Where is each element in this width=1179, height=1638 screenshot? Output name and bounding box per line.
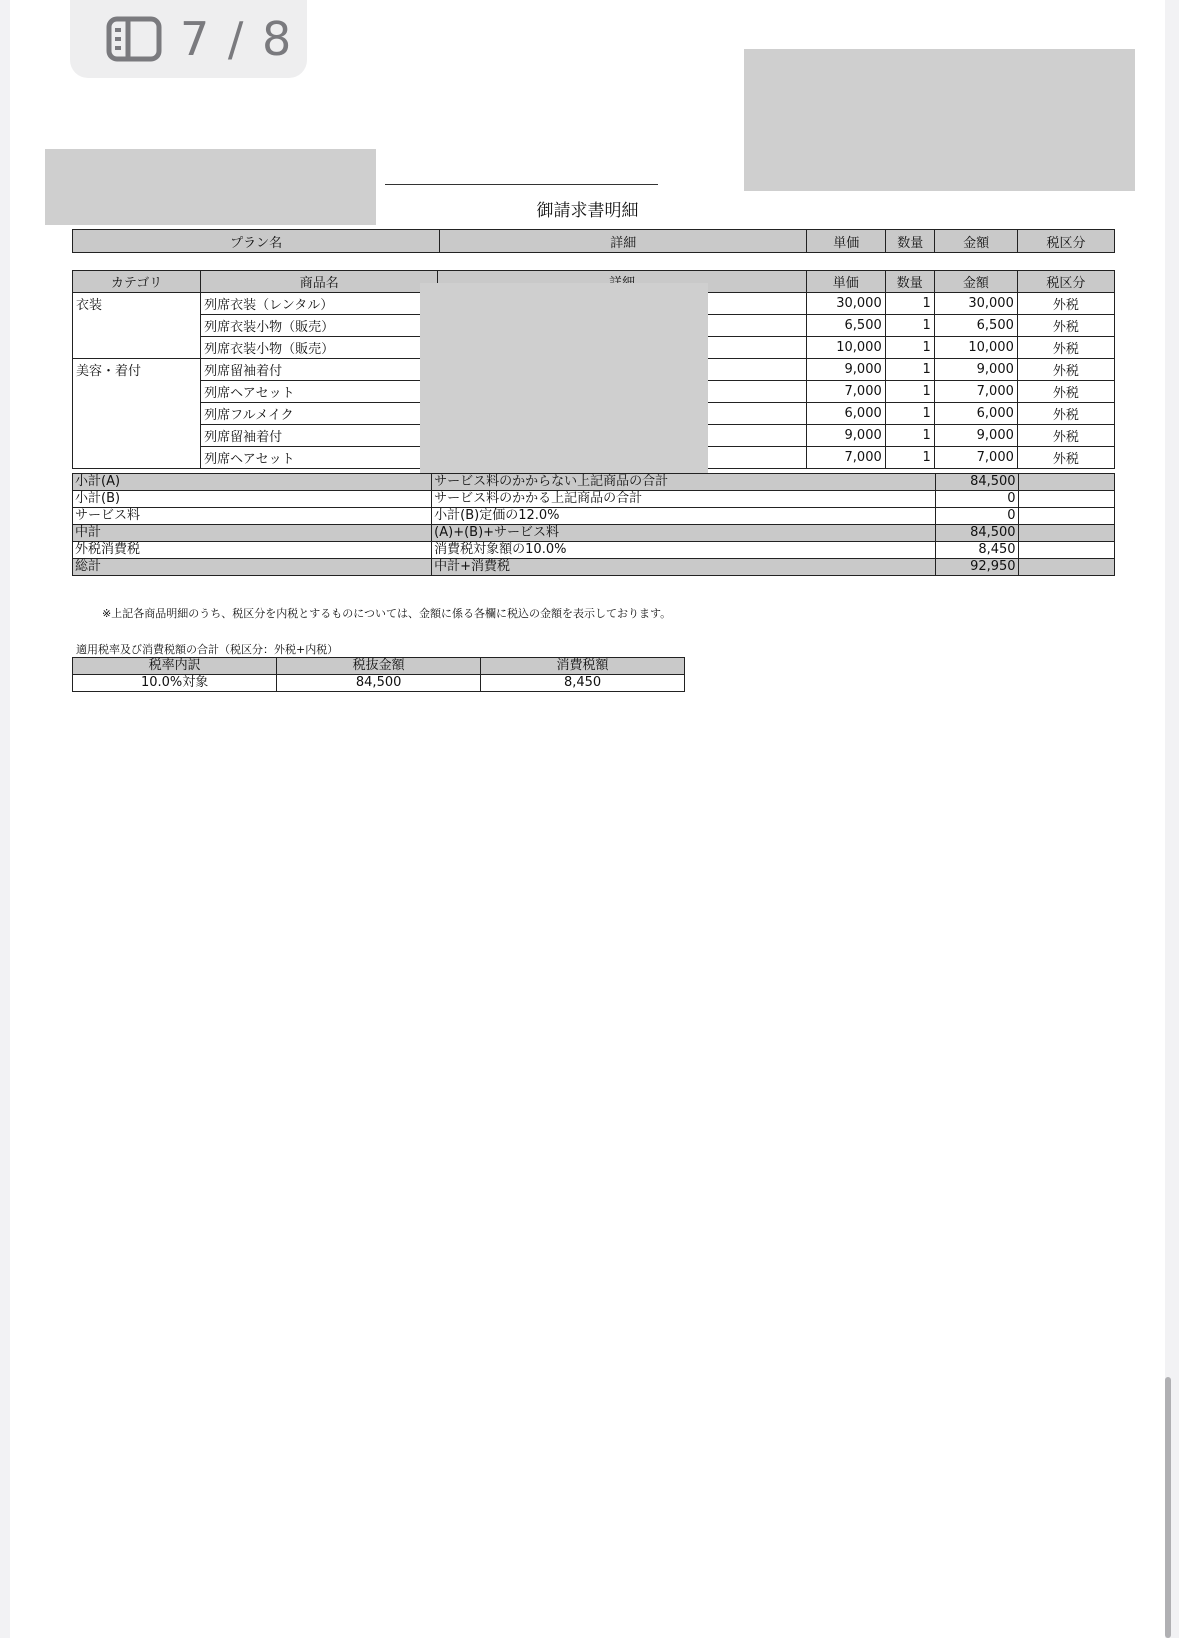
quantity-cell: 1: [885, 337, 934, 359]
tax-class-header: 税区分: [1017, 271, 1114, 293]
unit-price-cell: 7,000: [806, 381, 885, 403]
plan-unit-price-header: 単価: [807, 230, 886, 253]
amount-cell: 6,000: [934, 403, 1017, 425]
summary-amount: 0: [936, 491, 1018, 508]
panel-icon: [106, 16, 162, 62]
quantity-cell: 1: [885, 315, 934, 337]
plan-quantity-header: 数量: [886, 230, 935, 253]
unit-price-cell: 30,000: [806, 293, 885, 315]
quantity-header: 数量: [885, 271, 934, 293]
summary-label: サービス料: [73, 508, 432, 525]
tax-class-cell: 外税: [1017, 403, 1114, 425]
product-cell: 列席ヘアセット: [201, 447, 438, 469]
summary-amount: 8,450: [936, 542, 1018, 559]
tax-class-cell: 外税: [1017, 315, 1114, 337]
category-cell: 美容・着付: [73, 359, 201, 381]
unit-price-cell: 9,000: [806, 425, 885, 447]
redacted-address-block: [744, 49, 1135, 191]
category-cell: [73, 403, 201, 425]
unit-price-cell: 6,000: [806, 403, 885, 425]
summary-description: 小計(B)定価の12.0%: [432, 508, 936, 525]
summary-row: [73, 474, 1115, 491]
amount-cell: 9,000: [934, 425, 1017, 447]
tax-note: ※上記各商品明細のうち、税区分を内税とするものについては、金額に係る各欄に税込の金額を表示しております。: [102, 607, 672, 620]
product-cell: 列席留袖着付: [201, 425, 438, 447]
plan-tax-class-header: 税区分: [1018, 230, 1115, 253]
summary-label: 外税消費税: [73, 542, 432, 559]
category-cell: [73, 381, 201, 403]
summary-description: (A)+(B)+サービス料: [432, 525, 936, 542]
summary-description: 消費税対象額の10.0%: [432, 542, 936, 559]
amount-cell: 10,000: [934, 337, 1017, 359]
plan-amount-header: 金額: [935, 230, 1018, 253]
product-cell: 列席衣装小物（販売）: [201, 315, 438, 337]
rate-caption: 適用税率及び消費税額の合計（税区分：外税+内税）: [76, 643, 339, 656]
summary-blank: [1018, 525, 1114, 542]
summary-description: サービス料のかかる上記商品の合計: [432, 491, 936, 508]
product-cell: 列席衣装小物（販売）: [201, 337, 438, 359]
category-cell: [73, 447, 201, 469]
page-number-text: 7 / 8: [180, 12, 294, 66]
quantity-cell: 1: [885, 403, 934, 425]
quantity-cell: 1: [885, 447, 934, 469]
tax-class-cell: 外税: [1017, 381, 1114, 403]
product-cell: 列席衣装（レンタル）: [201, 293, 438, 315]
amount-cell: 7,000: [934, 381, 1017, 403]
summary-amount: 0: [936, 508, 1018, 525]
product-cell: 列席ヘアセット: [201, 381, 438, 403]
plan-table: [72, 229, 1115, 253]
product-header: 商品名: [201, 271, 438, 293]
summary-row: [73, 491, 1115, 508]
amount-cell: 9,000: [934, 359, 1017, 381]
quantity-cell: 1: [885, 359, 934, 381]
summary-row: [73, 559, 1115, 576]
unit-price-cell: 6,500: [806, 315, 885, 337]
summary-blank: [1018, 559, 1114, 576]
category-cell: [73, 337, 201, 359]
quantity-cell: 1: [885, 381, 934, 403]
excl-amount-value: 84,500: [277, 675, 481, 692]
quantity-cell: 1: [885, 293, 934, 315]
summary-label: 中計: [73, 525, 432, 542]
unit-price-cell: 10,000: [806, 337, 885, 359]
vertical-scrollbar[interactable]: [1165, 1377, 1171, 1638]
summary-blank: [1018, 542, 1114, 559]
amount-cell: 30,000: [934, 293, 1017, 315]
redacted-detail-column: [420, 283, 708, 473]
tax-class-cell: 外税: [1017, 425, 1114, 447]
summary-label: 小計(A): [73, 474, 432, 491]
tax-class-cell: 外税: [1017, 447, 1114, 469]
summary-amount: 92,950: [936, 559, 1018, 576]
rate-breakdown-header: 税率内訳: [73, 658, 277, 675]
category-cell: [73, 315, 201, 337]
summary-label: 総計: [73, 559, 432, 576]
amount-cell: 6,500: [934, 315, 1017, 337]
summary-row: [73, 525, 1115, 542]
quantity-cell: 1: [885, 425, 934, 447]
summary-blank: [1018, 508, 1114, 525]
summary-blank: [1018, 474, 1114, 491]
tax-amount-value: 8,450: [481, 675, 685, 692]
summary-table: [72, 473, 1115, 576]
tax-class-cell: 外税: [1017, 337, 1114, 359]
category-header: カテゴリ: [73, 271, 201, 293]
category-cell: [73, 425, 201, 447]
amount-header: 金額: [934, 271, 1017, 293]
document-title: 御請求書明細: [536, 201, 639, 221]
summary-amount: 84,500: [936, 474, 1018, 491]
rate-table: [72, 657, 685, 692]
plan-name-header: プラン名: [73, 230, 440, 253]
rate-value: 10.0%対象: [73, 675, 277, 692]
title-underline: [385, 184, 658, 185]
product-cell: 列席留袖着付: [201, 359, 438, 381]
unit-price-cell: 9,000: [806, 359, 885, 381]
amount-cell: 7,000: [934, 447, 1017, 469]
document-page: [10, 0, 1165, 1638]
page-indicator[interactable]: [70, 0, 307, 78]
summary-label: 小計(B): [73, 491, 432, 508]
unit-price-cell: 7,000: [806, 447, 885, 469]
summary-blank: [1018, 491, 1114, 508]
plan-detail-header: 詳細: [440, 230, 807, 253]
summary-amount: 84,500: [936, 525, 1018, 542]
summary-row: [73, 508, 1115, 525]
product-cell: 列席フルメイク: [201, 403, 438, 425]
excl-amount-header: 税抜金額: [277, 658, 481, 675]
tax-amount-header: 消費税額: [481, 658, 685, 675]
tax-class-cell: 外税: [1017, 359, 1114, 381]
summary-row: [73, 542, 1115, 559]
summary-description: 中計+消費税: [432, 559, 936, 576]
category-cell: 衣装: [73, 293, 201, 315]
summary-description: サービス料のかからない上記商品の合計: [432, 474, 936, 491]
unit-price-header: 単価: [806, 271, 885, 293]
tax-class-cell: 外税: [1017, 293, 1114, 315]
